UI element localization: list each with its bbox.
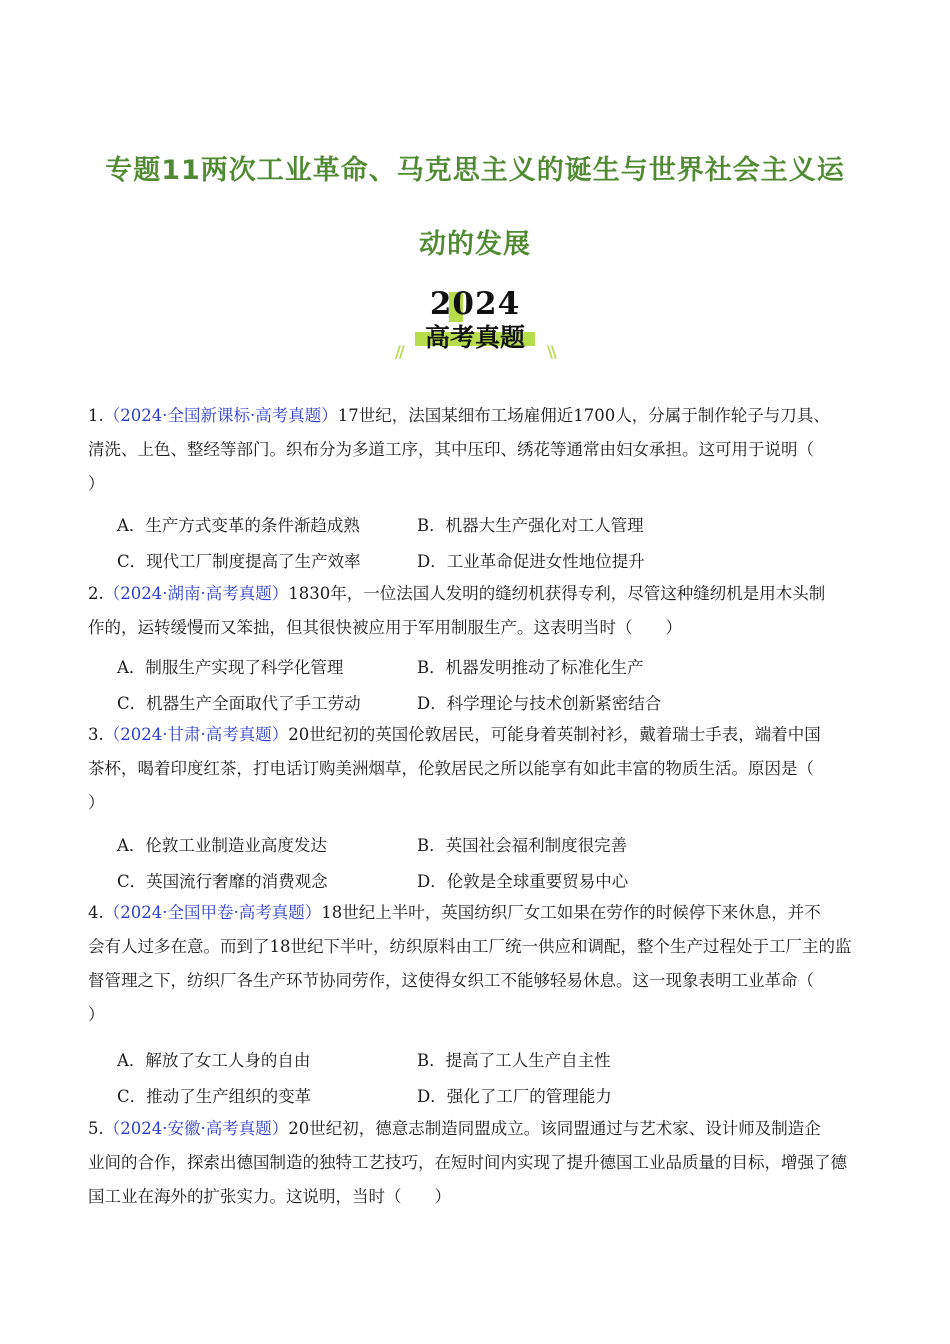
option-d[interactable]: D．科学理论与技术创新紧密结合: [417, 694, 662, 713]
badge-year: 2024: [429, 286, 521, 322]
question-stem-line: [88, 577, 863, 611]
question-stem-line: 督管理之下，纺织厂各生产环节协同劳作，这使得女织工不能够轻易休息。这一现象表明工业革命（: [88, 971, 814, 990]
question-stem-line: ）: [88, 793, 105, 812]
question-stem-line: [88, 399, 863, 433]
option-a[interactable]: A．制服生产实现了科学化管理: [117, 658, 344, 677]
question-number: 1.: [88, 406, 104, 425]
question-text: 20世纪初的英国伦敦居民，可能身着英制衬衫，戴着瑞士手表，端着中国: [288, 725, 821, 744]
option-a[interactable]: A．伦敦工业制造业高度发达: [117, 836, 327, 855]
question-stem-line: 作的，运转缓慢而又笨拙，但其很快被应用于军用制服生产。这表明当时（ ）: [88, 618, 682, 637]
question-source: （2024·湖南·高考真题）: [103, 584, 289, 603]
question-stem-line: [88, 896, 863, 930]
option-a[interactable]: A．解放了女工人身的自由: [117, 1051, 311, 1070]
question-stem-line: [88, 718, 863, 752]
question-stem-line: 茶杯，喝着印度红茶，打电话订购美洲烟草，伦敦居民之所以能享有如此丰富的物质生活。原因是（: [88, 759, 814, 778]
question-source: （2024·安徽·高考真题）: [103, 1119, 289, 1138]
question-stem-line: ）: [88, 1005, 105, 1024]
left-slash-decoration: //: [395, 342, 403, 361]
question-stem-line: 国工业在海外的扩张实力。这说明，当时（ ）: [88, 1187, 451, 1206]
option-a[interactable]: A．生产方式变革的条件渐趋成熟: [117, 516, 360, 535]
question-1: [88, 399, 863, 501]
option-d[interactable]: D．伦敦是全球重要贸易中心: [417, 872, 629, 891]
option-c[interactable]: C．机器生产全面取代了手工劳动: [117, 694, 361, 713]
option-c[interactable]: C．现代工厂制度提高了生产效率: [117, 552, 361, 571]
section-badge: [385, 286, 565, 366]
right-slash-decoration: \\: [547, 342, 555, 361]
question-stem-line: 业间的合作，探索出德国制造的独特工艺技巧，在短时间内实现了提升德国工业品质量的目标，增强了德: [88, 1153, 847, 1172]
question-stem-line: 清洗、上色、整经等部门。织布分为多道工序，其中压印、绣花等通常由妇女承担。这可用于说明（: [88, 440, 814, 459]
question-stem-line: 会有人过多在意。而到了18世纪下半叶，纺织原料由工厂统一供应和调配，整个生产过程处于工厂主的监: [88, 937, 852, 956]
option-b[interactable]: B．机器发明推动了标准化生产: [417, 658, 644, 677]
question-text: 1830年，一位法国人发明的缝纫机获得专利，尽管这种缝纫机是用木头制: [288, 584, 826, 603]
question-5: [88, 1112, 863, 1214]
question-text: 18世纪上半叶，英国纺织厂女工如果在劳作的时候停下来休息，并不: [321, 903, 821, 922]
question-source: （2024·全国新课标·高考真题）: [103, 406, 338, 425]
question-stem-line: [88, 1112, 863, 1146]
question-source: （2024·甘肃·高考真题）: [103, 725, 289, 744]
doc-title-line1: 专题11两次工业革命、马克思主义的诞生与世界社会主义运: [105, 155, 845, 186]
option-c[interactable]: C．英国流行奢靡的消费观念: [117, 872, 328, 891]
option-b[interactable]: B．英国社会福利制度很完善: [417, 836, 628, 855]
option-d[interactable]: D．强化了工厂的管理能力: [417, 1087, 612, 1106]
question-source: （2024·全国甲卷·高考真题）: [103, 903, 322, 922]
question-4: [88, 896, 863, 1032]
question-number: 5.: [88, 1119, 104, 1138]
question-number: 3.: [88, 725, 104, 744]
option-b[interactable]: B．提高了工人生产自主性: [417, 1051, 611, 1070]
badge-label: 高考真题: [424, 323, 525, 352]
option-c[interactable]: C．推动了生产组织的变革: [117, 1087, 312, 1106]
doc-title-line2: 动的发展: [419, 229, 531, 260]
question-3: [88, 718, 863, 820]
question-text: 20世纪初，德意志制造同盟成立。该同盟通过与艺术家、设计师及制造企: [288, 1119, 821, 1138]
question-number: 4.: [88, 903, 104, 922]
option-d[interactable]: D．工业革命促进女性地位提升: [417, 552, 645, 571]
option-b[interactable]: B．机器大生产强化对工人管理: [417, 516, 644, 535]
question-stem-line: ）: [88, 474, 105, 493]
question-number: 2.: [88, 584, 104, 603]
question-text: 17世纪，法国某细布工场雇佣近1700人，分属于制作轮子与刀具、: [337, 406, 830, 425]
question-2: [88, 577, 863, 645]
